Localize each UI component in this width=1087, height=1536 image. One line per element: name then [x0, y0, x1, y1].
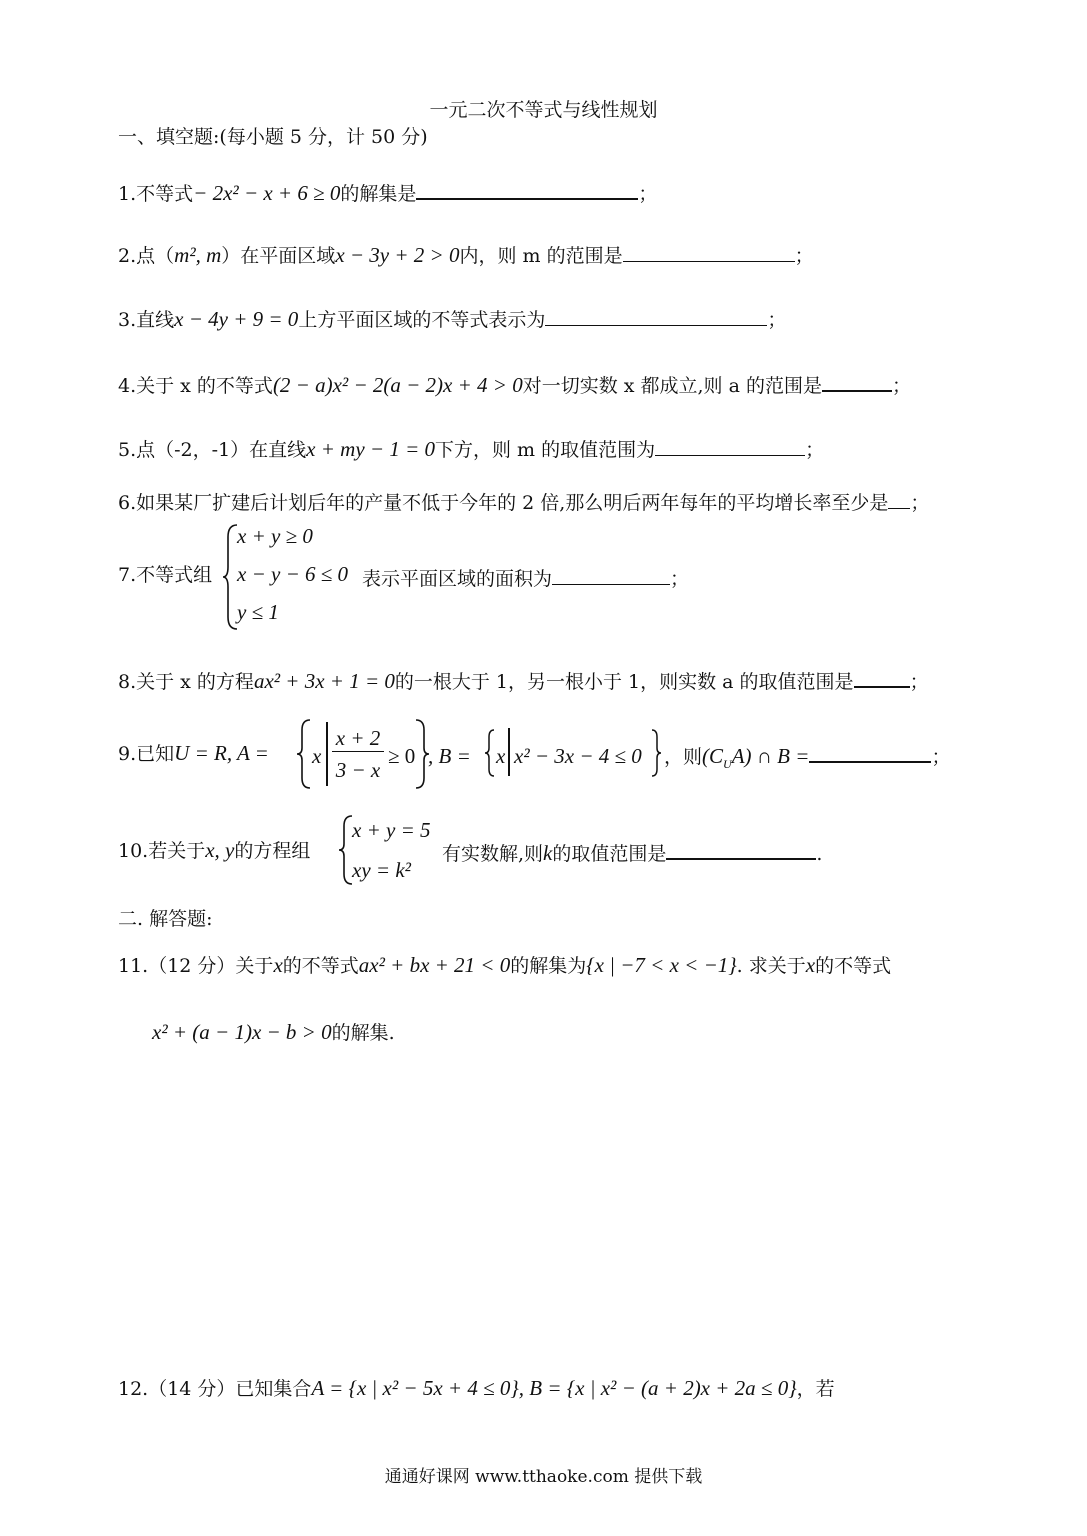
answer-blank[interactable]: [822, 372, 892, 392]
answer-blank[interactable]: [854, 668, 910, 688]
answer-blank[interactable]: [545, 307, 767, 326]
punctuation: ；: [638, 183, 658, 205]
question-formula: k: [543, 841, 553, 865]
answer-blank[interactable]: [416, 180, 638, 200]
question-text: 关于 x 的方程: [136, 671, 254, 693]
punctuation: ；: [910, 492, 930, 514]
question-formula: , B =: [428, 744, 471, 768]
question-text: 内，则 m 的范围是: [459, 245, 623, 267]
question-11: [118, 955, 891, 976]
set2-brace-left-icon: [484, 728, 496, 778]
inequality: ≥ 0: [388, 744, 416, 768]
question-text: ，则: [664, 746, 703, 768]
question-formula: U = R, A =: [174, 741, 269, 765]
punctuation: ；: [909, 671, 929, 693]
system-line-3: y ≤ 1: [237, 600, 279, 624]
punctuation: ；: [805, 439, 825, 461]
question-formula: x: [273, 953, 283, 977]
question-number: 12.: [118, 1378, 149, 1400]
question-number: 5.: [118, 439, 137, 461]
question-10-tail: [442, 840, 822, 864]
question-text: 的解集是: [340, 183, 417, 205]
question-text: （14 分）已知集合: [148, 1378, 312, 1400]
answer-blank[interactable]: [552, 566, 670, 585]
answer-blank[interactable]: [655, 437, 805, 456]
fraction-denominator: 3 − x: [335, 758, 381, 782]
question-text: 表示平面区域的面积为: [362, 568, 553, 590]
question-text: 下方，则 m 的取值范围为: [435, 439, 656, 461]
question-formula: (C: [702, 744, 724, 768]
question-text: ，若: [796, 1378, 835, 1400]
question-formula: A = {x | x² − 5x + 4 ≤ 0}, B = {x | x² − (a + 2)x + 2a ≤ 0}: [311, 1376, 797, 1400]
question-formula: {x | −7 < x < −1}: [586, 953, 737, 977]
question-number: 1.: [118, 183, 137, 205]
question-formula: x: [805, 953, 816, 977]
question-text: 不等式组: [136, 564, 213, 586]
question-number: 2.: [118, 245, 137, 267]
question-9: [118, 743, 269, 764]
question-text: 的解集.: [331, 1022, 395, 1044]
question-6: [118, 490, 929, 513]
question-5: [118, 437, 824, 460]
question-text: 的取值范围是: [552, 843, 667, 865]
question-formula: ax² + bx + 21 < 0: [358, 953, 511, 977]
question-text: 直线: [136, 309, 175, 331]
question-formula: x, y: [205, 838, 235, 862]
punctuation: ；: [767, 309, 787, 331]
question-text: 点（-2，-1）在直线: [136, 439, 307, 461]
question-text: 如果某厂扩建后计划后年的产量不低于今年的 2 倍,那么明后两年每年的平均增长率至少是: [136, 492, 889, 514]
question-2: [118, 243, 814, 266]
question-text: 有实数解,则: [442, 843, 544, 865]
system-line-1: x + y = 5: [352, 818, 431, 842]
question-number: 11.: [118, 955, 149, 977]
question-number: 9.: [118, 743, 137, 765]
question-formula: x² + (a − 1)x − b > 0: [152, 1020, 332, 1044]
question-formula: − 2x² − x + 6 ≥ 0: [193, 181, 341, 205]
question-text: 的方程组: [234, 840, 311, 862]
question-4: [118, 372, 911, 396]
question-12: [118, 1378, 835, 1399]
question-formula: m², m: [174, 243, 222, 267]
question-text: （12 分）关于: [148, 955, 274, 977]
question-text: . 求关于: [736, 955, 806, 977]
question-text: 上方平面区域的不等式表示为: [298, 309, 546, 331]
system-line-2: x − y − 6 ≤ 0: [237, 562, 349, 586]
fraction-numerator: x + 2: [332, 726, 384, 752]
punctuation: ；: [931, 746, 951, 768]
question-text: 对一切实数 x 都成立,则 a 的范围是: [522, 375, 822, 397]
question-number: 7.: [118, 564, 137, 586]
question-7: [118, 566, 212, 585]
question-11-line-2: [152, 1022, 395, 1043]
question-number: 10.: [118, 840, 149, 862]
answer-blank[interactable]: [809, 743, 931, 763]
punctuation: .: [816, 843, 823, 865]
question-text: 的不等式: [815, 955, 892, 977]
question-text: 的解集为: [510, 955, 587, 977]
question-1: [118, 180, 657, 204]
answer-blank[interactable]: [623, 243, 795, 262]
question-number: 3.: [118, 309, 137, 331]
question-number: 6.: [118, 492, 137, 514]
footer-credit: 通通好课网 www.tthaoke.com 提供下载: [384, 1467, 703, 1487]
subscript: U: [723, 756, 732, 771]
question-text: 的一根大于 1，另一根小于 1，则实数 a 的取值范围是: [394, 671, 854, 693]
question-formula: x − 4y + 9 = 0: [174, 307, 299, 331]
section-heading-fill-in: 一、填空题:(每小题 5 分，计 50 分): [118, 126, 428, 148]
question-text: 不等式: [136, 183, 194, 205]
set2-variable: x: [496, 744, 506, 768]
question-7-tail: [362, 566, 689, 589]
question-text: ）在平面区域: [221, 245, 336, 267]
system-line-1: x + y ≥ 0: [237, 524, 313, 548]
answer-blank[interactable]: [666, 840, 816, 860]
question-formula: ax² + 3x + 1 = 0: [253, 669, 395, 693]
question-text: 点（: [136, 245, 175, 267]
set-variable: x: [312, 744, 322, 768]
question-text: 若关于: [148, 840, 206, 862]
page-title: 一元二次不等式与线性规划: [429, 99, 658, 121]
question-formula: x + my − 1 = 0: [306, 437, 435, 461]
question-formula: A) ∩ B =: [731, 744, 810, 768]
question-3: [118, 307, 786, 330]
set2-divider: [508, 728, 510, 776]
set-divider: [326, 722, 328, 786]
question-9-tail: [664, 743, 950, 770]
set2-brace-right-icon: [650, 728, 662, 778]
punctuation: ；: [891, 375, 911, 397]
question-text: 的不等式: [282, 955, 359, 977]
answer-blank[interactable]: [888, 490, 910, 509]
set-brace-left-icon: [296, 718, 312, 790]
question-number: 4.: [118, 375, 137, 397]
section-heading-answers: 二. 解答题:: [118, 908, 213, 930]
set2-condition: x² − 3x − 4 ≤ 0: [514, 744, 642, 768]
question-text: 关于 x 的不等式: [136, 375, 273, 397]
question-10: [118, 840, 310, 861]
question-text: 已知: [136, 743, 175, 765]
punctuation: ；: [670, 568, 690, 590]
system-line-2: xy = k²: [352, 858, 411, 882]
punctuation: ；: [794, 245, 814, 267]
question-8: [118, 668, 929, 692]
question-number: 8.: [118, 671, 137, 693]
question-formula: x − 3y + 2 > 0: [335, 243, 460, 267]
question-formula: (2 − a)x² − 2(a − 2)x + 4 > 0: [272, 373, 523, 397]
